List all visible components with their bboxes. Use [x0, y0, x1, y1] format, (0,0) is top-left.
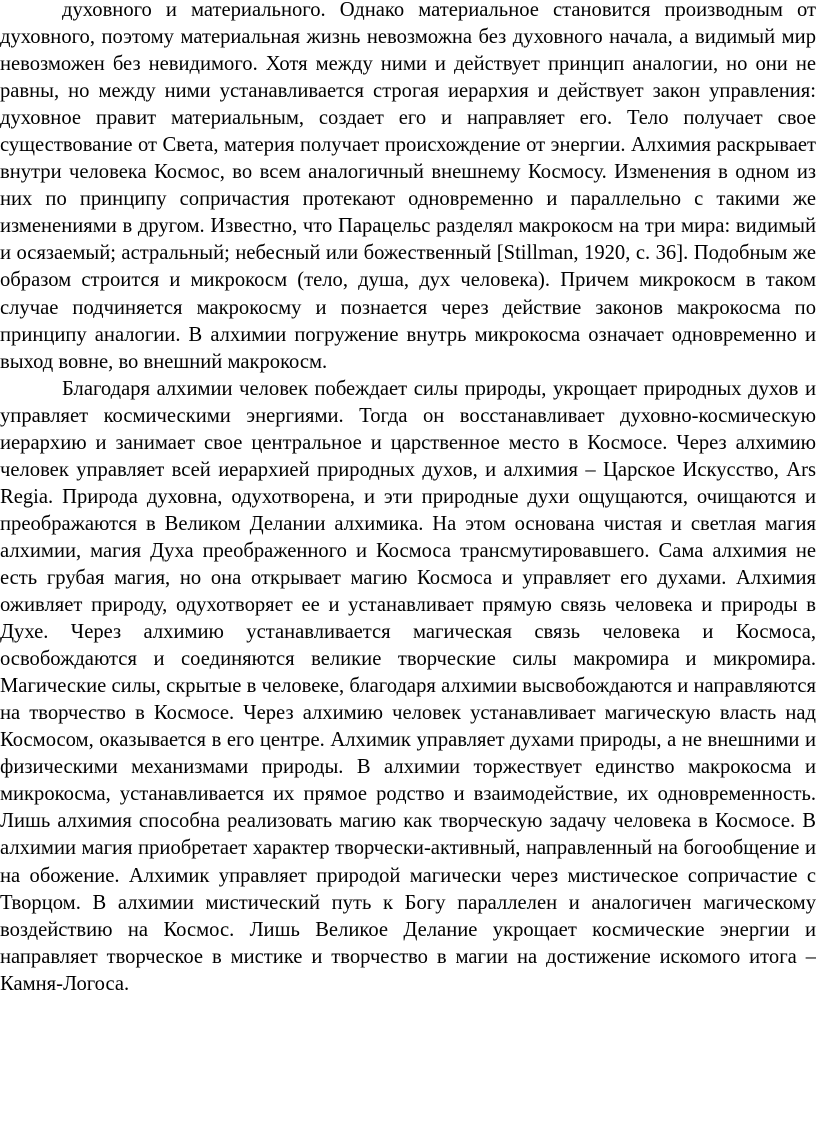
- paragraph-2: Благодаря алхимии человек побеждает силы природы, укрощает природных духов и управляет космическими энергиями. Тогда он восстанавливает духовно-космическую иерархию и занимает свое центральное и царственное место в Космосе. Через алхимию человек управляет всей иерархией природных духов, и алхимия – Царское Искусство, Ars Regia. Природа духовна, одухотворена, и эти природные духи ощущаются, очищаются и преображаются в Великом Делании алхимика. На этом основана чистая и светлая магия алхимии, магия Духа преображенного и Космоса трансмутировавшего. Сама алхимия не есть грубая магия, но она открывает магию Космоса и управляет его духами. Алхимия оживляет природу, одухотворяет ее и устанавливает прямую связь человека и природы в Духе. Через алхимию устанавливается магическая связь человека и Космоса, освобождаются и соединяются великие творческие силы макромира и микромира. Магические силы, скрытые в человеке, благодаря алхимии высвобождаются и направляются на творчество в Космосе. Через алхимию человек устанавливает магическую власть над Космосом, оказывается в его центре. Алхимик управляет духами природы, а не внешними и физическими механизмами природы. В алхимии торжествует единство макрокосма и микрокосма, устанавливается их прямое родство и взаимодействие, их одновременность. Лишь алхимия способна реализовать магию как творческую задачу человека в Космосе. В алхимии магия приобретает характер творчески-активный, направленный на богообщение и на обожение. Алхимик управляет природой магически через мистическое сопричастие с Творцом. В алхимии мистический путь к Богу параллелен и аналогичен магическому воздействию на Космос. Лишь Великое Делание укрощает космические энергии и направляет творческое в мистике и творчество в магии на достижение искомого итога – Камня-Логоса.: [0, 377, 816, 995]
- paragraph-1: духовного и материального. Однако материальное становится производным от духовного, поэтому материальная жизнь невозможна без духовного начала, а видимый мир невозможен без невидимого. Хотя между ними и действует принцип аналогии, но они не равны, но между ними устанавливается строгая иерархия и действует закон управления: духовное правит материальным, создает его и направляет его. Тело получает свое существование от Света, материя получает происхождение от энергии. Алхимия раскрывает внутри человека Космос, во всем аналогичный внешнему Космосу. Изменения в одном из них по принципу сопричастия протекают одновременно и параллельно с такими же изменениями в другом. Известно, что Парацельс разделял макрокосм на три мира: видимый и осязаемый; астральный; небесный или божественный [Stillman, 1920, с. 36]. Подобным же образом строится и микрокосм (тело, душа, дух человека). Причем микрокосм в таком случае подчиняется макрокосму и познается через действие законов макрокосма по принципу аналогии. В алхимии погружение внутрь микрокосма означает одновременно и выход вовне, во внешний макрокосм.: [0, 0, 816, 373]
